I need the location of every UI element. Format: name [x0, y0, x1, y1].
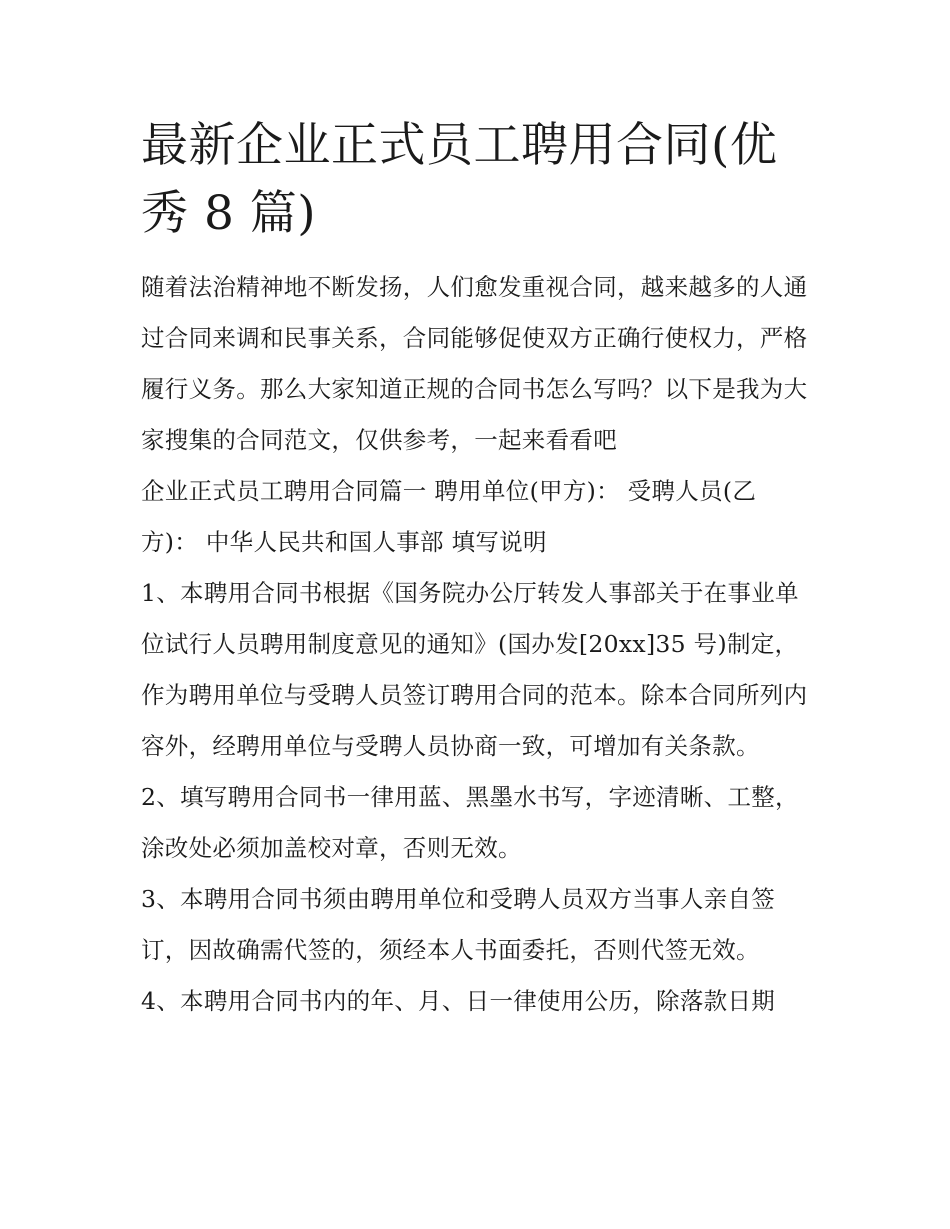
instruction-item-3: 3、本聘用合同书须由聘用单位和受聘人员双方当事人亲自签订，因故确需代签的，须经本人书面委托，否则代签无效。 — [141, 885, 776, 964]
document-body — [141, 112, 813, 1027]
instruction-item-1: 1、本聘用合同书根据《国务院办公厅转发人事部关于在事业单位试行人员聘用制度意见的通知》(国办发[20xx]35 号)制定，作为聘用单位与受聘人员签订聘用合同的范本。除本合同所列内容外，经聘用单位与受聘人员协商一致，可增加有关条款。 — [141, 579, 808, 760]
instruction-item-4: 4、本聘用合同书内的年、月、日一律使用公历，除落款日期 — [141, 987, 776, 1015]
document-title: 最新企业正式员工聘用合同(优秀 8 篇) — [141, 118, 778, 241]
instruction-item-2: 2、填写聘用合同书一律用蓝、黑墨水书写，字迹清晰、工整，涂改处必须加盖校对章，否则无效。 — [141, 783, 799, 862]
intro-paragraph: 随着法治精神地不断发扬，人们愈发重视合同，越来越多的人通过合同来调和民事关系，合同能够促使双方正确行使权力，严格履行义务。那么大家知道正规的合同书怎么写吗？以下是我为大家搜集的合同范文，仅供参考，一起来看看吧 — [141, 273, 808, 454]
contract-header-paragraph: 企业正式员工聘用合同篇一 聘用单位(甲方)： 受聘人员(乙方)： 中华人民共和国人事部 填写说明 — [141, 477, 757, 556]
